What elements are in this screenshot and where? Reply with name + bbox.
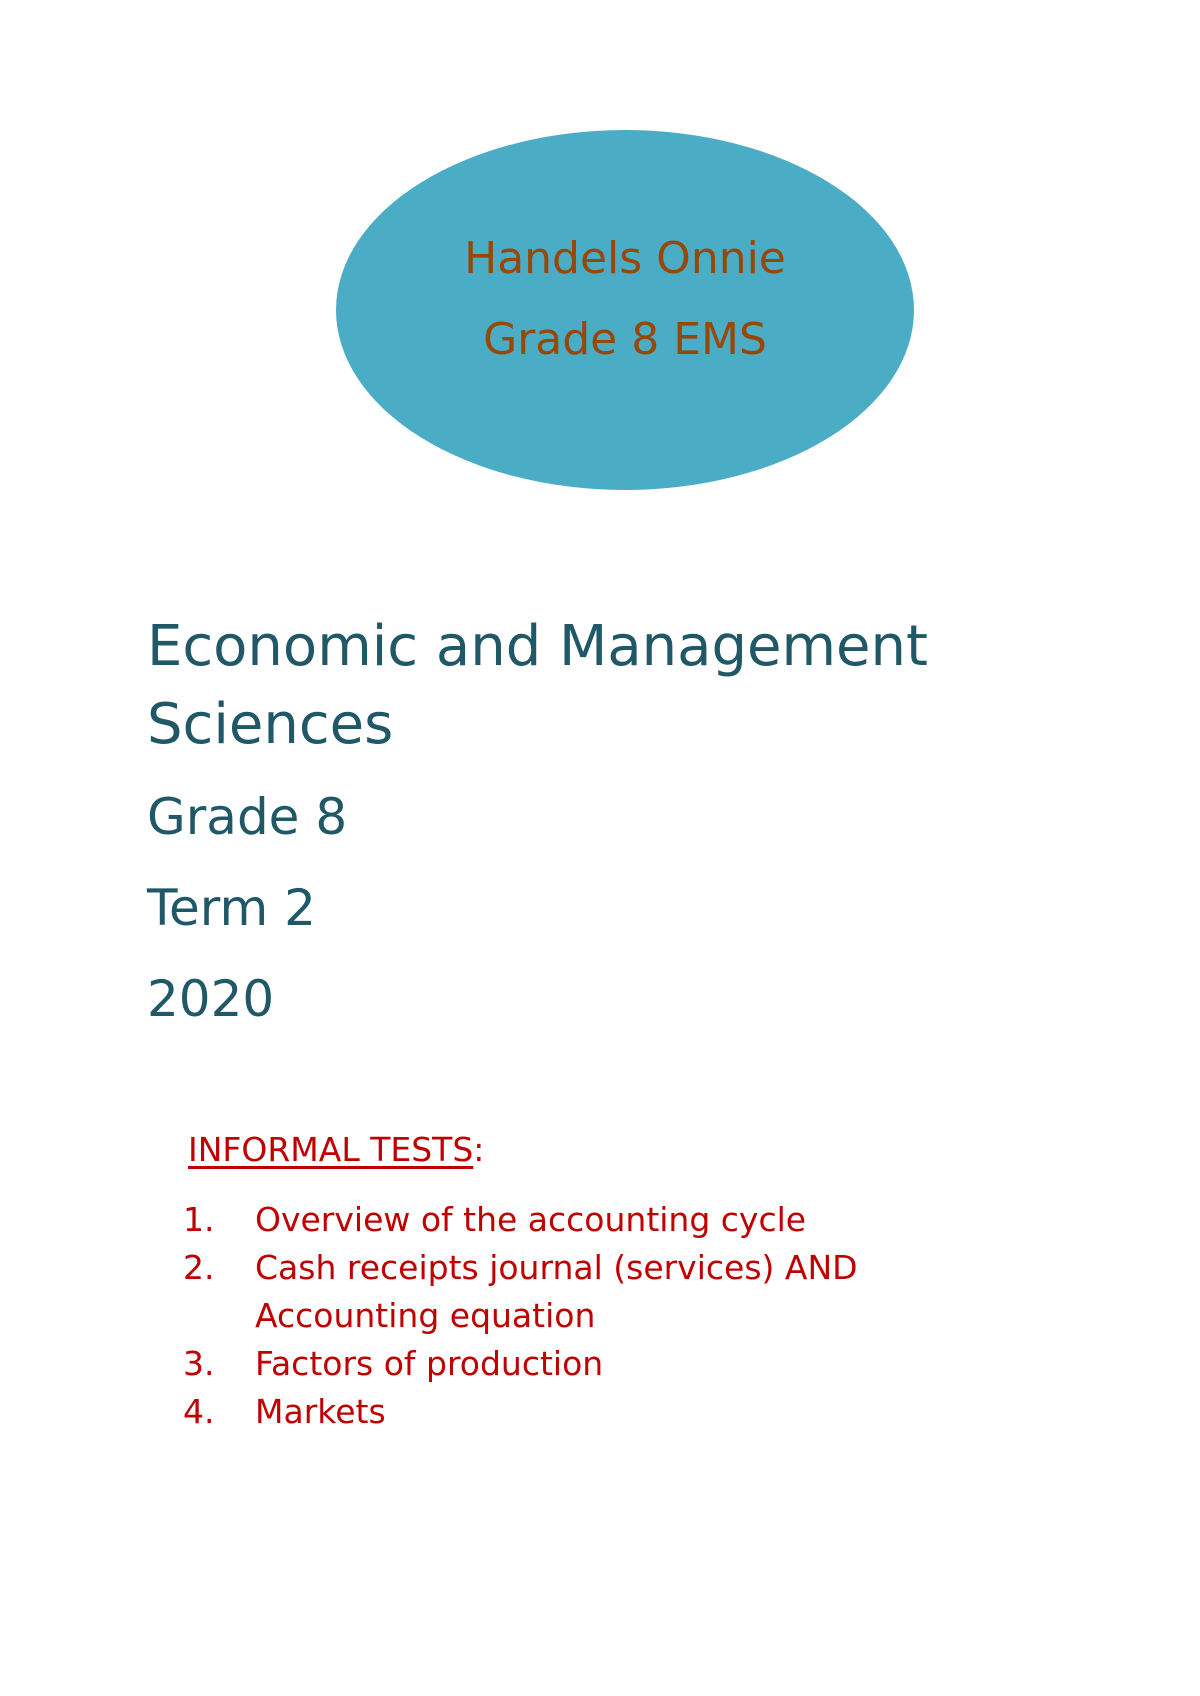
- list-item: [183, 1196, 1003, 1244]
- list-item-text: Overview of the accounting cycle: [255, 1200, 807, 1239]
- list-item-text-line-1: Cash receipts journal (services) AND: [255, 1248, 858, 1287]
- list-item-number: 2.: [183, 1248, 215, 1287]
- grade-label: Grade 8: [147, 788, 348, 846]
- subject-title: [147, 608, 1047, 764]
- title-badge-ellipse: [336, 130, 914, 490]
- informal-tests-heading: [188, 1130, 485, 1169]
- list-item-number: 1.: [183, 1200, 215, 1239]
- list-item: [183, 1340, 1003, 1388]
- informal-tests-heading-colon: :: [473, 1130, 485, 1169]
- list-item-number: 3.: [183, 1344, 215, 1383]
- list-item-text: Factors of production: [255, 1344, 604, 1383]
- list-item-text-line-2: Accounting equation: [255, 1296, 596, 1335]
- list-item-number: 4.: [183, 1392, 215, 1431]
- list-item: [183, 1244, 1003, 1340]
- informal-tests-list: [183, 1196, 1003, 1436]
- subject-title-line-2: Sciences: [147, 692, 394, 757]
- badge-subtitle: Grade 8 EMS: [483, 314, 767, 365]
- list-item-text: [255, 1244, 1003, 1340]
- year-label: 2020: [147, 970, 275, 1028]
- list-item: [183, 1388, 1003, 1436]
- subject-title-line-1: Economic and Management: [147, 614, 928, 679]
- informal-tests-heading-text: INFORMAL TESTS: [188, 1130, 474, 1169]
- term-label: Term 2: [147, 879, 316, 937]
- list-item-text: Markets: [255, 1392, 386, 1431]
- badge-title: Handels Onnie: [464, 233, 786, 284]
